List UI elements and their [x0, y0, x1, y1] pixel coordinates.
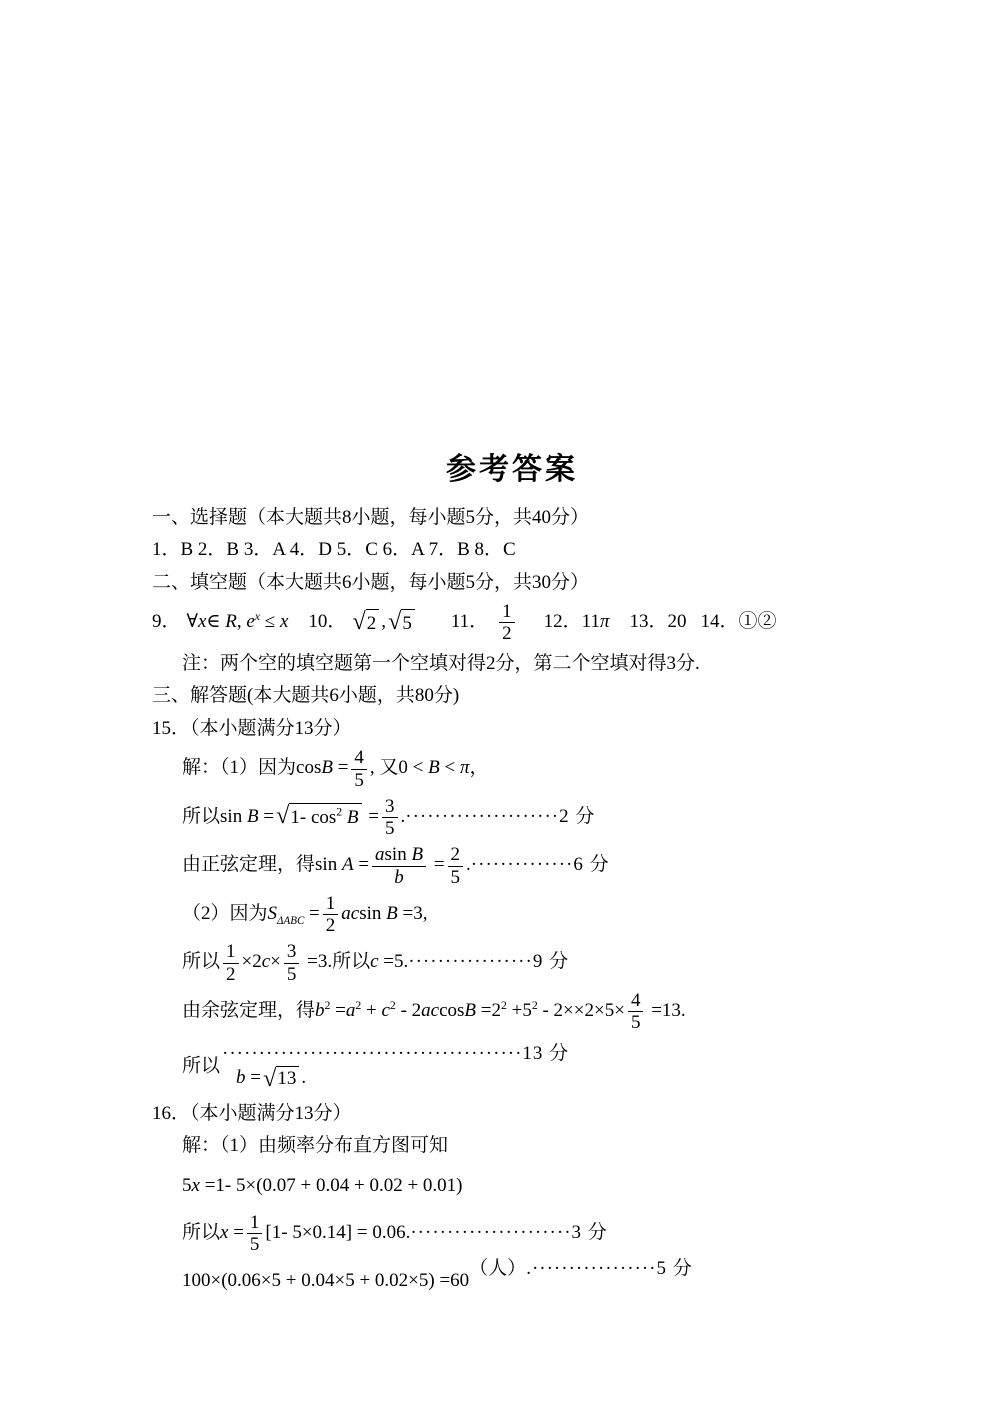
text-segment: - 2: [395, 1000, 422, 1022]
problem-16-step-2: [152, 1172, 872, 1200]
text-segment: =: [228, 1221, 244, 1243]
radical-sign: √: [352, 607, 366, 635]
text-segment: x: [279, 611, 289, 633]
section-1-heading: [152, 504, 872, 532]
problem-15-heading: [152, 715, 872, 743]
text-segment: 解：（1）因为: [182, 757, 297, 779]
text-segment: 100×(0.06×5 + 0.04×5 + 0.02×5) =60: [182, 1270, 470, 1292]
text-segment: b: [236, 1067, 246, 1089]
fill-blank-answers: [152, 601, 872, 645]
text-segment: a: [345, 1000, 356, 1022]
text-segment: （人）: [469, 1258, 527, 1280]
text-segment: 1．B 2．B 3．A 4．D 5．C 6．A 7．B 8．C: [152, 539, 516, 561]
square-root: [388, 609, 415, 638]
fraction-numerator: 3: [385, 795, 395, 817]
text-segment: B: [386, 903, 398, 925]
text-segment: =13.: [646, 1000, 686, 1022]
text-segment: 13: [277, 1068, 297, 1090]
text-segment: 15．（本小题满分13分）: [152, 717, 352, 739]
text-segment: .·················5 分: [526, 1258, 693, 1280]
text-segment: ······················3 分: [410, 1221, 608, 1243]
text-segment: 所以: [182, 805, 221, 827]
text-segment: R: [225, 611, 237, 633]
text-segment: =: [332, 757, 349, 779]
text-segment: B: [411, 844, 424, 866]
problem-15-step-4: [152, 893, 872, 937]
text-segment: π: [459, 757, 470, 779]
text-segment: +5: [506, 1000, 532, 1022]
fraction-denominator: 5: [247, 1233, 263, 1255]
text-segment: ,: [381, 611, 387, 633]
text-segment: 16．（本小题满分13分）: [152, 1102, 352, 1124]
text-segment: S: [267, 903, 278, 925]
text-segment: ·················9 分: [408, 951, 570, 973]
problem-16-step-4: [152, 1258, 872, 1295]
text-segment: B: [464, 1000, 477, 1022]
fraction-denominator: 2: [323, 914, 339, 936]
text-segment: ··············6 分: [470, 854, 610, 876]
text-segment: x: [191, 1174, 200, 1196]
fraction-numerator: 3: [286, 941, 297, 963]
fraction-numerator: 1: [325, 892, 336, 914]
fraction: [284, 941, 300, 985]
multiple-choice-answers: [152, 536, 872, 564]
fraction: [372, 844, 426, 888]
fraction-denominator: 5: [284, 963, 300, 985]
fraction-denominator: 5: [382, 817, 398, 839]
text-segment: 一、选择题（本大题共8小题，每小题5分，共40分）: [152, 506, 590, 528]
fraction-denominator: 5: [628, 1011, 644, 1033]
fraction-numerator: 1: [249, 1211, 260, 1233]
text-segment: ac: [341, 903, 360, 925]
text-segment: 11．: [450, 611, 489, 633]
text-segment: 2: [324, 998, 331, 1012]
text-segment: =: [353, 854, 370, 876]
text-segment: 12．11: [543, 611, 600, 633]
text-segment: π: [599, 611, 610, 633]
radicand: [276, 1066, 299, 1092]
text-segment: b: [394, 866, 404, 888]
problem-15-step-3: [152, 844, 872, 888]
radicand: [366, 609, 380, 638]
document-lines: [152, 504, 872, 1295]
text-segment: c: [381, 1000, 390, 1022]
text-segment: A: [341, 854, 354, 876]
text-segment: sin: [384, 844, 412, 866]
text-segment: 5: [182, 1174, 192, 1196]
fraction-numerator: 2: [450, 844, 461, 866]
text-segment: .: [466, 854, 471, 876]
problem-16-step-1: [152, 1132, 872, 1160]
text-segment: ×: [270, 951, 281, 973]
text-segment: =3.所以: [302, 951, 371, 973]
fraction-denominator: 2: [223, 963, 239, 985]
text-segment: c: [370, 951, 379, 973]
square-root: [352, 609, 379, 638]
text-segment: =: [330, 1000, 346, 1022]
problem-16-step-3: [152, 1212, 872, 1256]
text-segment: =2: [476, 1000, 501, 1022]
fraction-numerator: 4: [630, 989, 641, 1011]
text-segment: 2: [531, 998, 538, 1012]
square-root: [263, 1066, 299, 1092]
page-title: 参考答案: [446, 453, 578, 486]
stack-top: [222, 1042, 569, 1067]
text-segment: 2: [355, 998, 362, 1012]
text-segment: .: [400, 805, 406, 827]
section-3-heading: [152, 682, 872, 710]
text-segment: <: [439, 757, 460, 779]
fraction-numerator: 1: [226, 941, 236, 963]
fraction: [247, 1212, 263, 1256]
text-segment: x: [254, 609, 261, 623]
text-segment: 注：两个空的填空题第一个空填对得2分，第二个空填对得3分.: [182, 652, 700, 674]
text-segment: （2）因为: [182, 903, 268, 925]
text-segment: c: [261, 951, 271, 973]
scoring-note: [152, 650, 872, 678]
square-root: [276, 803, 362, 832]
text-segment: cos: [439, 1000, 465, 1022]
stack-bottom: [222, 1066, 569, 1092]
text-segment: ·····················2 分: [405, 805, 596, 827]
problem-15-step-6: [152, 990, 872, 1034]
text-segment: 由正弦定理，得: [182, 854, 316, 876]
problem-15-step-7: [152, 1042, 872, 1092]
text-segment: 所以: [182, 951, 221, 973]
text-segment: 三、解答题(本大题共6小题，共80分): [152, 685, 460, 707]
radical-sign: √: [388, 607, 402, 635]
fraction-denominator: 5: [351, 769, 367, 791]
fraction: [382, 796, 398, 840]
stacked-expression: [222, 1042, 569, 1092]
text-segment: B: [321, 757, 333, 779]
section-2-heading: [152, 569, 872, 597]
text-segment: 2: [366, 612, 377, 634]
text-segment: =1- 5×(0.07 + 0.04 + 0.02 + 0.01): [199, 1174, 463, 1196]
text-segment: 所以: [182, 1221, 221, 1243]
text-segment: cos: [296, 757, 322, 779]
document-content: [152, 448, 872, 1300]
fraction-numerator: 1: [502, 601, 512, 623]
text-segment: .: [301, 1067, 307, 1089]
text-segment: ，: [469, 757, 489, 779]
text-segment: ≤: [260, 611, 280, 633]
text-segment: ,: [236, 611, 247, 633]
text-segment: sin: [359, 903, 387, 925]
text-segment: 5: [402, 612, 412, 634]
problem-15-step-5: [152, 941, 872, 985]
raised-annotation: [469, 1255, 693, 1283]
radical-sign: √: [276, 802, 290, 830]
text-segment: ac: [421, 1000, 440, 1022]
text-segment: 所以: [182, 1055, 221, 1077]
fraction: [628, 990, 644, 1034]
text-segment: sin: [315, 854, 342, 876]
fraction-denominator: [372, 866, 426, 888]
fraction-denominator: 5: [448, 866, 464, 888]
fraction: [499, 601, 515, 645]
text-segment: x: [220, 1221, 229, 1243]
text-segment: 2: [389, 998, 396, 1012]
text-segment: =: [363, 805, 379, 827]
problem-16-heading: [152, 1100, 872, 1128]
text-segment: =5.: [378, 951, 409, 973]
fraction-numerator: 4: [354, 747, 364, 769]
text-segment: B: [246, 805, 259, 827]
fraction: [323, 893, 339, 937]
text-segment: a: [375, 844, 385, 866]
text-segment: , 又0 <: [369, 757, 429, 779]
text-segment: 二、填空题（本大题共6小题，每小题5分，共30分）: [152, 571, 590, 593]
text-segment: ·········································13 分: [222, 1042, 570, 1064]
text-segment: =: [429, 854, 445, 876]
text-segment: sin: [220, 805, 247, 827]
text-segment: =: [245, 1067, 261, 1089]
text-segment: 由余弦定理，得: [182, 1000, 316, 1022]
radicand: [401, 609, 415, 638]
text-segment: B: [346, 807, 359, 829]
text-segment: 9．: [152, 611, 181, 633]
text-segment: [1- 5×0.14] = 0.06.: [265, 1221, 411, 1243]
text-segment: 2: [336, 806, 343, 819]
problem-15-step-2: [152, 796, 872, 840]
problem-15-step-1: [152, 747, 872, 791]
text-segment: x: [197, 611, 207, 633]
text-segment: 14．①②: [700, 611, 777, 633]
fraction: [351, 747, 367, 791]
text-segment: ∀: [186, 611, 198, 633]
text-segment: 解：（1）由频率分布直方图可知: [182, 1135, 449, 1157]
text-segment: ΔABC: [277, 914, 305, 927]
text-segment: - 2××2×5×: [537, 1000, 625, 1022]
fraction-numerator: [372, 844, 426, 865]
text-segment: 1- cos: [290, 807, 337, 829]
text-segment: =3,: [397, 903, 428, 925]
text-segment: e: [246, 611, 255, 633]
fraction: [448, 844, 464, 888]
text-segment: ×2: [241, 951, 262, 973]
fraction-denominator: 2: [499, 622, 515, 644]
radicand: [289, 803, 361, 832]
text-segment: +: [361, 1000, 382, 1022]
text-segment: 10．: [308, 611, 347, 633]
text-segment: 13．20: [629, 611, 687, 633]
text-segment: =: [304, 903, 320, 925]
text-segment: B: [428, 757, 440, 779]
text-segment: ∈: [206, 611, 226, 633]
text-segment: =: [258, 805, 275, 827]
radical-sign: √: [262, 1065, 277, 1093]
fraction: [223, 941, 239, 985]
text-segment: b: [315, 1000, 325, 1022]
text-segment: 2: [500, 998, 507, 1012]
